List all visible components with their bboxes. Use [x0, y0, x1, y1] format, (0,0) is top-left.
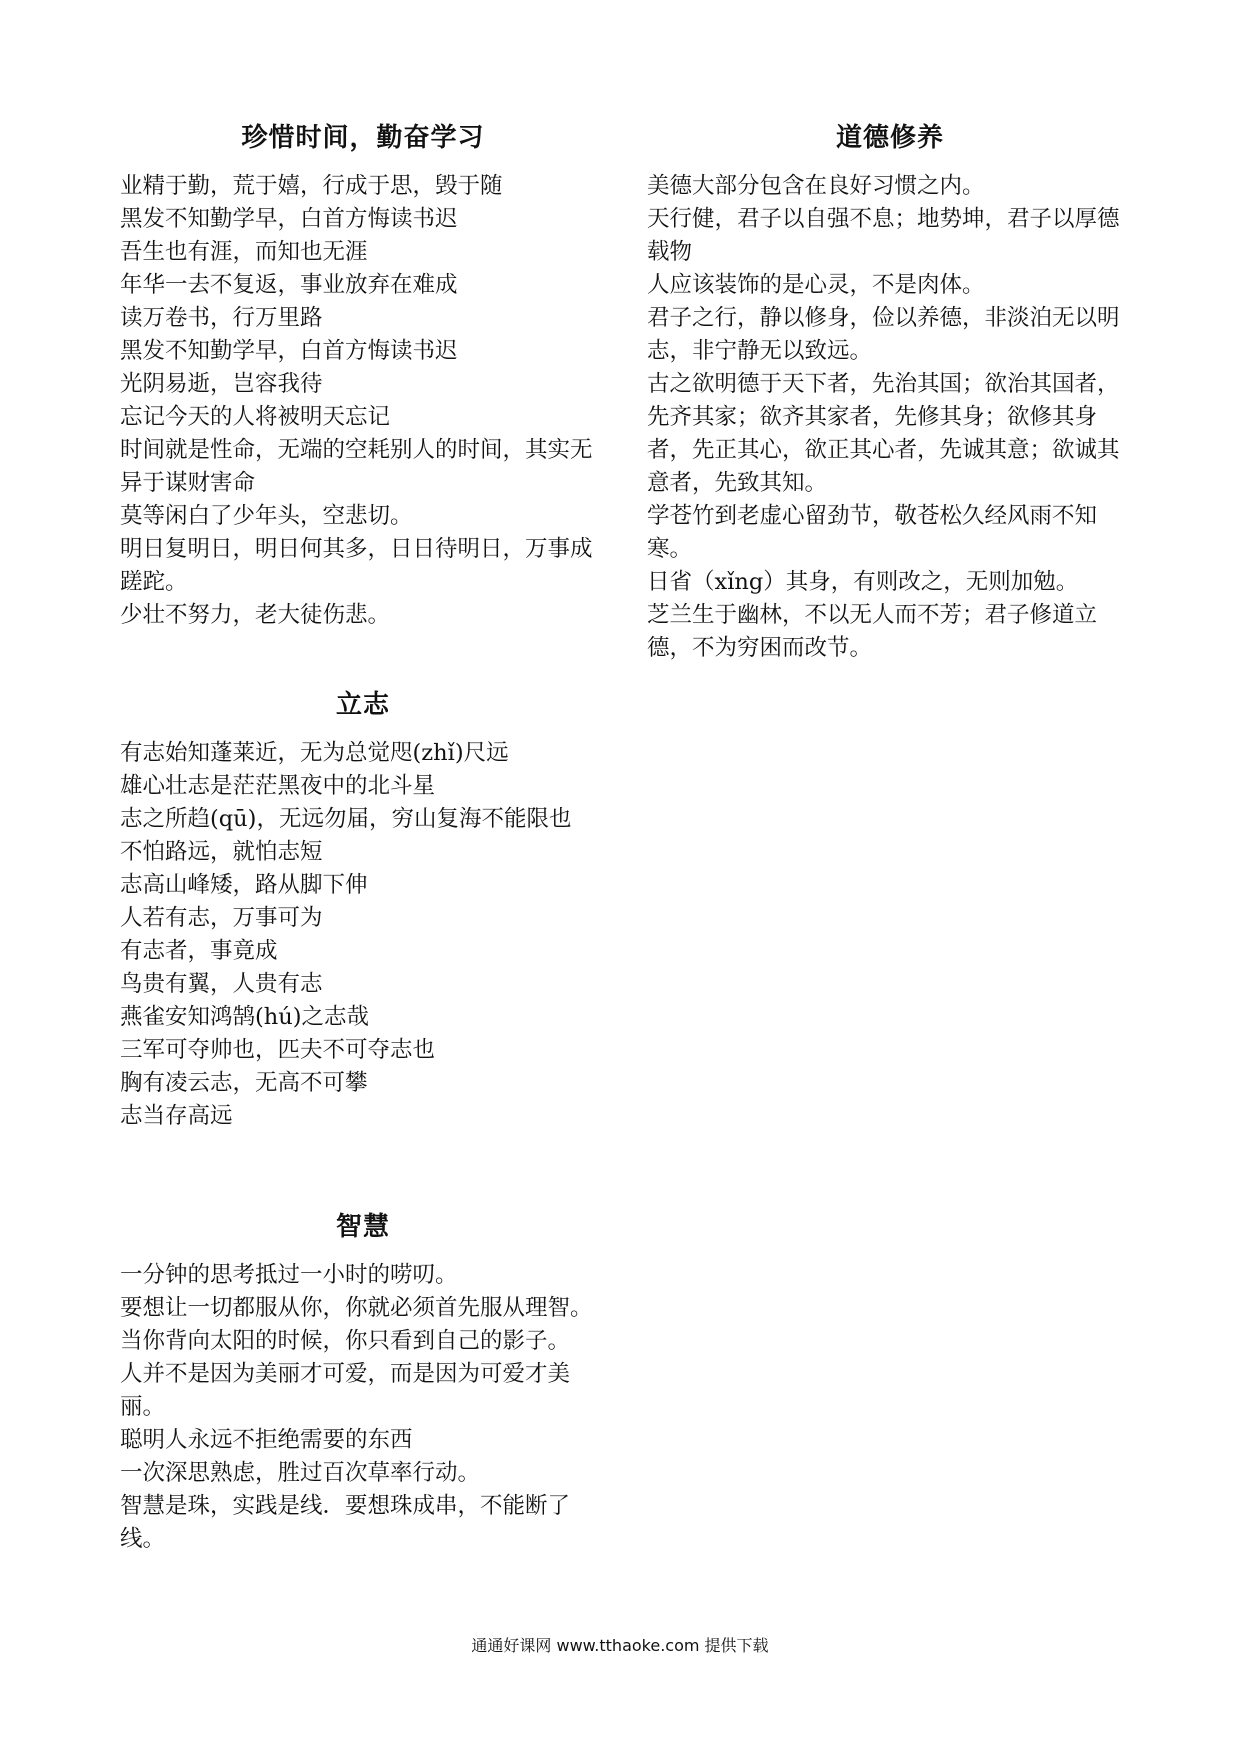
quote-line: 要想让一切都服从你，你就必须首先服从理智。: [120, 1295, 593, 1321]
quote-line: 黑发不知勤学早，白首方悔读书迟: [120, 338, 458, 364]
quote-line: 读万卷书，行万里路: [120, 305, 323, 331]
quote-line: 天行健，君子以自强不息；地势坤，君子以厚德载物: [647, 206, 1120, 265]
quote-line: 古之欲明德于天下者，先治其国；欲治其国者，先齐其家；欲齐其家者，先修其身；欲修其身者，先正其心，欲正其心者，先诚其意；欲诚其意者，先致其知。: [647, 371, 1120, 496]
quote-line: 志当存高远: [120, 1103, 233, 1129]
quote-line: 人若有志，万事可为: [120, 905, 323, 931]
quote-line: 美德大部分包含在良好习惯之内。: [647, 173, 985, 199]
section-morality: [647, 116, 1133, 665]
section-body-morality: [647, 170, 1133, 665]
quote-line: 年华一去不复返，事业放弃在难成: [120, 272, 458, 298]
section-body-ambition: [120, 737, 606, 1133]
section-body-time: [120, 170, 606, 632]
quote-line: 黑发不知勤学早，白首方悔读书迟: [120, 206, 458, 232]
quote-line: 胸有凌云志，无高不可攀: [120, 1070, 368, 1096]
quote-line: 芝兰生于幽林，不以无人而不芳；君子修道立德，不为穷困而改节。: [647, 602, 1098, 661]
quote-line: 吾生也有涯，而知也无涯: [120, 239, 368, 265]
quote-line: 业精于勤，荒于嬉，行成于思，毁于随: [120, 173, 503, 199]
quote-line: 志之所趋(qū)，无远勿届，穷山复海不能限也: [120, 806, 572, 832]
quote-line: 明日复明日，明日何其多，日日待明日，万事成蹉跎。: [120, 536, 593, 595]
section-body-wisdom: [120, 1259, 606, 1556]
quote-line: 忘记今天的人将被明天忘记: [120, 404, 391, 430]
quote-line: 莫等闲白了少年头，空悲切。: [120, 503, 413, 529]
quote-line: 有志始知蓬莱近，无为总觉咫(zhǐ)尺远: [120, 740, 509, 766]
page-footer: 通通好课网 www.tthaoke.com 提供下载: [471, 1636, 769, 1655]
quote-line: 光阴易逝，岂容我待: [120, 371, 323, 397]
section-title-time: 珍惜时间，勤奋学习: [241, 123, 485, 153]
quote-line: 一次深思熟虑，胜过百次草率行动。: [120, 1460, 481, 1486]
quote-line: 燕雀安知鸿鹄(hú)之志哉: [120, 1004, 370, 1030]
section-title-ambition: 立志: [335, 690, 390, 720]
quote-line: 学苍竹到老虚心留劲节，敬苍松久经风雨不知寒。: [647, 503, 1098, 562]
quote-line: 人并不是因为美丽才可爱，而是因为可爱才美丽。: [120, 1361, 571, 1420]
quote-line: 志高山峰矮，路从脚下伸: [120, 872, 368, 898]
quote-line: 聪明人永远不拒绝需要的东西: [120, 1427, 413, 1453]
section-wisdom: [120, 1205, 606, 1556]
quote-line: 君子之行，静以修身，俭以养德，非淡泊无以明志，非宁静无以致远。: [647, 305, 1120, 364]
quote-line: 鸟贵有翼，人贵有志: [120, 971, 323, 997]
quote-line: 日省（xǐng）其身，有则改之，无则加勉。: [647, 569, 1079, 595]
section-title-morality: 道德修养: [835, 123, 944, 153]
quote-line: 人应该装饰的是心灵，不是肉体。: [647, 272, 985, 298]
section-title-wisdom: 智慧: [335, 1212, 390, 1242]
quote-line: 时间就是性命，无端的空耗别人的时间，其实无异于谋财害命: [120, 437, 593, 496]
quote-line: 少壮不努力，老大徒伤悲。: [120, 602, 391, 628]
quote-line: 一分钟的思考抵过一小时的唠叨。: [120, 1262, 458, 1288]
section-time: [120, 116, 606, 632]
section-ambition: [120, 683, 606, 1133]
quote-line: 雄心壮志是茫茫黑夜中的北斗星: [120, 773, 436, 799]
quote-line: 不怕路远，就怕志短: [120, 839, 323, 865]
quote-line: 当你背向太阳的时候，你只看到自己的影子。: [120, 1328, 571, 1354]
quote-line: 有志者，事竟成: [120, 938, 278, 964]
quote-line: 智慧是珠，实践是线．要想珠成串，不能断了线。: [120, 1493, 571, 1552]
quote-line: 三军可夺帅也，匹夫不可夺志也: [120, 1037, 436, 1063]
